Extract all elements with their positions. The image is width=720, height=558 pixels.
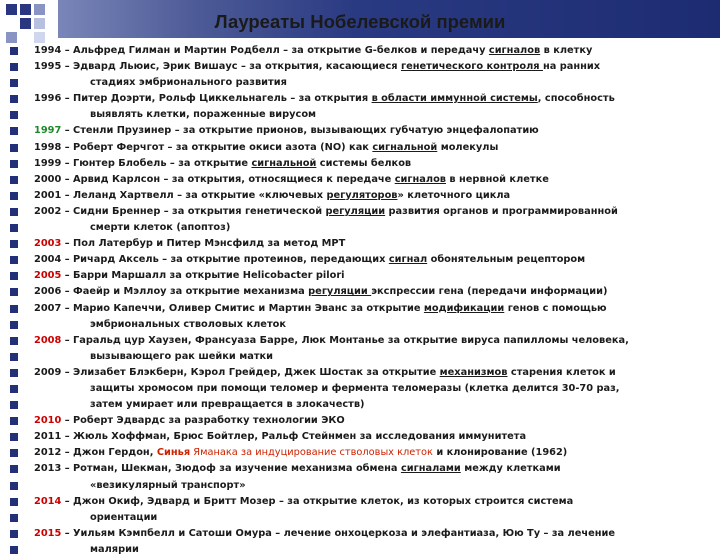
year-label: 2006	[34, 286, 62, 298]
laureate-text: – Гаральд цур Хаузен, Франсуаза Барре, Люк Монтанье за открытие вируса папилломы человека,	[61, 334, 629, 346]
bullet-icon	[10, 288, 18, 296]
list-item	[0, 317, 720, 333]
list-item	[0, 188, 720, 204]
list-item-text	[34, 365, 616, 381]
laureate-text: » клеточного цикла	[397, 189, 511, 201]
bullet-icon	[10, 63, 18, 71]
laureate-text: на ранних	[542, 61, 601, 73]
laureate-text: – Питер Доэрти, Рольф Циккельнагель – за открытия	[61, 93, 372, 105]
bullet-icon	[10, 385, 18, 393]
list-item-text	[90, 220, 230, 236]
year-label: 1998	[34, 141, 62, 153]
bullet-icon	[10, 79, 18, 87]
keyword-underlined: регуляторов	[326, 189, 398, 201]
continuation-text: защиты хромосом при помощи теломер и фермента теломеразы (клетка делится 30-70 раз,	[90, 382, 620, 394]
list-item	[0, 107, 720, 123]
list-item-text	[90, 317, 286, 333]
list-item	[0, 349, 720, 365]
list-item-text	[34, 156, 411, 172]
bullet-icon	[10, 272, 18, 280]
list-item-text	[34, 526, 615, 542]
laureates-list	[0, 43, 720, 558]
list-item-text	[90, 510, 157, 526]
bullet-icon	[10, 176, 18, 184]
bullet-icon	[10, 353, 18, 361]
bullet-icon	[10, 369, 18, 377]
list-item	[0, 542, 720, 558]
bullet-icon	[10, 337, 18, 345]
laureate-text: – Барри Маршалл за открытие Helicobacter pilori	[61, 270, 345, 282]
highlighted-text: индуцирование стволовых клеток	[255, 447, 433, 459]
list-item	[0, 494, 720, 510]
list-item-text	[34, 301, 607, 317]
year-label: 1996	[34, 93, 62, 105]
year-label: 2015	[34, 527, 62, 539]
list-item-text	[34, 43, 592, 59]
bullet-icon	[10, 127, 18, 135]
laureate-text: – Ричард Аксель – за открытие протеинов, передающих	[61, 254, 389, 266]
list-item-text	[90, 478, 246, 494]
list-item-text	[90, 381, 620, 397]
deco-square	[6, 32, 17, 43]
laureate-text: системы белков	[316, 157, 412, 169]
bullet-icon	[10, 305, 18, 313]
bullet-icon	[10, 224, 18, 232]
year-label: 2003	[34, 238, 62, 250]
list-item	[0, 478, 720, 494]
bullet-icon	[10, 417, 18, 425]
keyword-underlined: регуляции	[325, 205, 386, 217]
laureate-text: – Гюнтер Блобель – за открытие	[61, 157, 252, 169]
list-item-text	[90, 75, 287, 91]
bullet-icon	[10, 433, 18, 441]
list-item-text	[34, 445, 567, 461]
bullet-icon	[10, 208, 18, 216]
year-label: 2001	[34, 189, 62, 201]
bullet-icon	[10, 530, 18, 538]
bullet-icon	[10, 449, 18, 457]
list-item	[0, 284, 720, 300]
list-item-text	[34, 429, 526, 445]
year-label: 2011	[34, 431, 62, 443]
laureate-text: в клетку	[540, 45, 593, 56]
keyword-underlined: в области иммунной системы	[371, 93, 538, 105]
continuation-text: ориентации	[90, 511, 158, 523]
continuation-text: затем умирает или превращается в злокачеств)	[90, 399, 365, 411]
list-item-text	[34, 413, 345, 429]
laureate-text: старения клеток и	[507, 366, 616, 378]
year-label: 2010	[34, 415, 62, 427]
list-item-text	[34, 59, 600, 75]
year-label: 2014	[34, 495, 62, 507]
list-item	[0, 204, 720, 220]
year-label: 1997	[34, 125, 62, 137]
laureate-text: – Роберт Ферчгот – за открытие окиси азота (NO) как	[61, 141, 373, 153]
laureate-text: – Фаейр и Мэллоу за открытие механизма	[61, 286, 309, 298]
laureate-text: между клетками	[460, 463, 561, 475]
year-label: 2002	[34, 205, 62, 217]
list-item	[0, 445, 720, 461]
laureate-text: – Элизабет Блэкберн, Кэрол Грейдер, Джек Шостак за открытие	[61, 366, 440, 378]
laureate-text: – Леланд Хартвелл – за открытие «ключевых	[61, 189, 327, 201]
list-item-text	[34, 123, 539, 139]
keyword-underlined: сигнал	[388, 254, 428, 266]
laureate-text: – Марио Капеччи, Оливер Смитис и Мартин Эванс за открытие	[61, 302, 424, 314]
year-label: 2004	[34, 254, 62, 266]
list-item-text	[34, 172, 549, 188]
continuation-text: выявлять клетки, пораженные вирусом	[90, 109, 317, 121]
list-item	[0, 172, 720, 188]
year-label: 2000	[34, 173, 62, 185]
list-item	[0, 510, 720, 526]
continuation-text: смерти клеток (апоптоз)	[90, 222, 231, 234]
laureate-text: – Джон Окиф, Эдвард и Бритт Мозер – за открытие клеток, из которых строится система	[61, 495, 574, 507]
bullet-icon	[10, 465, 18, 473]
list-item	[0, 59, 720, 75]
highlighted-text: за	[237, 447, 256, 459]
year-label: 2009	[34, 366, 62, 378]
list-item	[0, 413, 720, 429]
laureate-text: генов с помощью	[504, 302, 607, 314]
bullet-icon	[10, 321, 18, 329]
list-item	[0, 268, 720, 284]
keyword-underlined: регуляции	[308, 286, 372, 298]
list-item	[0, 123, 720, 139]
list-item	[0, 333, 720, 349]
laureate-text: – Уильям Кэмпбелл и Сатоши Омура – лечение онхоцеркоза и элефантиаза, Юю Ту – за лечение	[61, 527, 616, 539]
year-label: 2005	[34, 270, 62, 282]
bullet-icon	[10, 47, 18, 55]
list-item-text	[90, 397, 365, 413]
laureate-text: – Альфред Гилман и Мартин Родбелл – за открытие G-белков и передачу	[61, 45, 489, 56]
laureate-text: – Стенли Прузинер – за открытие прионов, вызывающих губчатую энцефалопатию	[61, 125, 539, 137]
list-item	[0, 397, 720, 413]
list-item-text	[90, 349, 273, 365]
bullet-icon	[10, 192, 18, 200]
list-item-text	[34, 284, 607, 300]
list-item-text	[90, 107, 316, 123]
continuation-text: «везикулярный транспорт»	[90, 479, 246, 491]
year-label: 2008	[34, 334, 62, 346]
bullet-icon	[10, 95, 18, 103]
bullet-icon	[10, 514, 18, 522]
bullet-icon	[10, 498, 18, 506]
keyword-underlined: генетического контроля	[400, 61, 543, 73]
bullet-icon	[10, 144, 18, 152]
list-item-text	[34, 333, 629, 349]
list-item	[0, 252, 720, 268]
laureate-text: , способность	[537, 93, 615, 105]
bullet-icon	[10, 546, 18, 554]
keyword-underlined: сигнальной	[251, 157, 317, 169]
highlighted-name: Синья	[156, 447, 191, 459]
laureate-text: – Арвид Карлсон – за открытия, относящиеся к передаче	[61, 173, 395, 185]
list-item	[0, 140, 720, 156]
laureate-text: экспрессии гена (передачи информации)	[371, 286, 608, 298]
laureate-text: молекулы	[437, 141, 499, 153]
list-item-text	[34, 236, 345, 252]
list-item-text	[90, 542, 139, 558]
list-item	[0, 301, 720, 317]
bullet-icon	[10, 401, 18, 409]
continuation-text: вызывающего рак шейки матки	[90, 350, 274, 362]
keyword-underlined: сигналами	[400, 463, 461, 475]
laureate-text: и клонирование (1962)	[432, 447, 568, 459]
laureate-text: развития органов и программированной	[385, 205, 618, 217]
keyword-underlined: сигналов	[394, 173, 446, 185]
list-item-text	[34, 91, 615, 107]
laureate-text: – Ротман, Шекман, Зюдоф за изучение механизма обмена	[61, 463, 401, 475]
continuation-text: малярии	[90, 543, 139, 555]
list-item	[0, 461, 720, 477]
year-label: 2007	[34, 302, 62, 314]
year-label: 1995	[34, 61, 62, 73]
laureate-text: в нервной клетке	[446, 173, 549, 185]
keyword-underlined: сигнальной	[372, 141, 438, 153]
list-item-text	[34, 252, 585, 268]
list-item-text	[34, 140, 498, 156]
list-item	[0, 43, 720, 59]
list-item	[0, 156, 720, 172]
laureate-text: – Пол Латербур и Питер Мэнсфилд за метод МРТ	[61, 238, 346, 250]
continuation-text: стадиях эмбрионального развития	[90, 77, 287, 89]
list-item	[0, 236, 720, 252]
deco-square	[34, 32, 45, 43]
list-item	[0, 429, 720, 445]
list-item-text	[34, 204, 618, 220]
bullet-icon	[10, 256, 18, 264]
bullet-icon	[10, 240, 18, 248]
highlighted-name: Яманака	[190, 447, 238, 459]
list-item	[0, 526, 720, 542]
list-item	[0, 91, 720, 107]
year-label: 2012	[34, 447, 62, 459]
list-item-text	[34, 461, 561, 477]
bullet-icon	[10, 482, 18, 490]
laureate-text: – Сидни Бреннер – за открытия генетической	[61, 205, 326, 217]
year-label: 1994	[34, 45, 62, 56]
list-item	[0, 365, 720, 381]
list-item-text	[34, 268, 345, 284]
list-item	[0, 220, 720, 236]
bullet-icon	[10, 160, 18, 168]
laureate-text: – Джон Гердон,	[61, 447, 157, 459]
keyword-underlined: модификации	[423, 302, 505, 314]
keyword-underlined: механизмов	[439, 366, 508, 378]
list-item	[0, 381, 720, 397]
list-item-text	[34, 188, 510, 204]
laureate-text: – Роберт Эдвардс за разработку технологии ЭКО	[61, 415, 345, 427]
slide-title: Лауреаты Нобелевской премии	[214, 11, 506, 32]
laureate-text: – Жюль Хоффман, Брюс Бойтлер, Ральф Стейнмен за исследования иммунитета	[61, 431, 527, 443]
laureate-text: обонятельным рецептором	[427, 254, 586, 266]
keyword-underlined: сигналов	[488, 45, 541, 56]
list-item	[0, 75, 720, 91]
continuation-text: эмбриональных стволовых клеток	[90, 318, 287, 330]
year-label: 2013	[34, 463, 62, 475]
bullet-icon	[10, 111, 18, 119]
year-label: 1999	[34, 157, 62, 169]
list-item-text	[34, 494, 573, 510]
laureate-text: – Эдвард Льюис, Эрик Вишаус – за открытия, касающиеся	[61, 61, 401, 73]
